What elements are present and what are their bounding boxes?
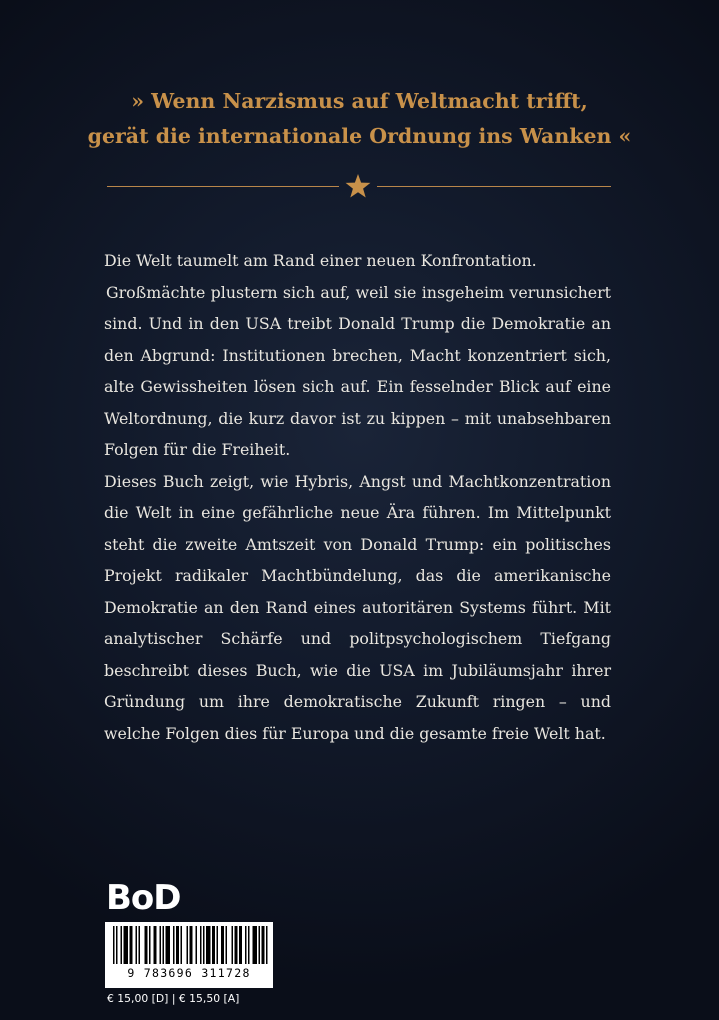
- divider-line-right: [377, 186, 611, 187]
- tagline-line-2: gerät die internationale Ordnung ins Wanken «: [87, 124, 632, 148]
- blurb-paragraph-2: Dieses Buch zeigt, wie Hybris, Angst und Machtkonzentration die Welt in eine gefährliche neue Ära führen. Im Mittelpunkt steht die zweite Amtszeit von Donald Trump: ein politisches Projekt radikaler Machtbündelung, das die amerikanische Demokratie an den Rand eines autoritären Systems führt. Mit analytischer Schärfe und politpsychologischem Tiefgang beschreibt dieses Buch, wie die USA im Jubiläumsjahr ihrer Gründung um ihre demokratische Zukunft ringen – und welche Folgen dies für Europa und die gesamte freie Welt hat.: [104, 471, 611, 743]
- divider-line-left: [107, 186, 339, 187]
- publisher-logo: BoD: [106, 878, 181, 918]
- ornamental-divider: [107, 174, 611, 198]
- tagline-quote: [0, 84, 719, 154]
- blurb-text: [104, 245, 611, 749]
- isbn-number: 9 783696 311728: [127, 966, 251, 980]
- isbn-barcode: [105, 922, 273, 988]
- barcode-bars: [105, 922, 273, 966]
- star-icon: [345, 174, 371, 198]
- tagline-line-1: » Wenn Narzismus auf Weltmacht trifft,: [131, 89, 588, 113]
- price-label: € 15,00 [D] | € 15,50 [A]: [107, 992, 240, 1005]
- blurb-paragraph-1: Großmächte plustern sich auf, weil sie insgeheim verunsichert sind. Und in den USA treibt Donald Trump die Demokratie an den Abgrund: Institutionen brechen, Macht konzentriert sich, alte Gewissheiten lösen sich auf. Ein fesselnder Blick auf eine Weltordnung, die kurz davor ist zu kippen – mit unabsehbaren Folgen für die Freiheit.: [104, 282, 611, 459]
- blurb-paragraph-1-first-line: Die Welt taumelt am Rand einer neuen Konfrontation.: [104, 251, 537, 270]
